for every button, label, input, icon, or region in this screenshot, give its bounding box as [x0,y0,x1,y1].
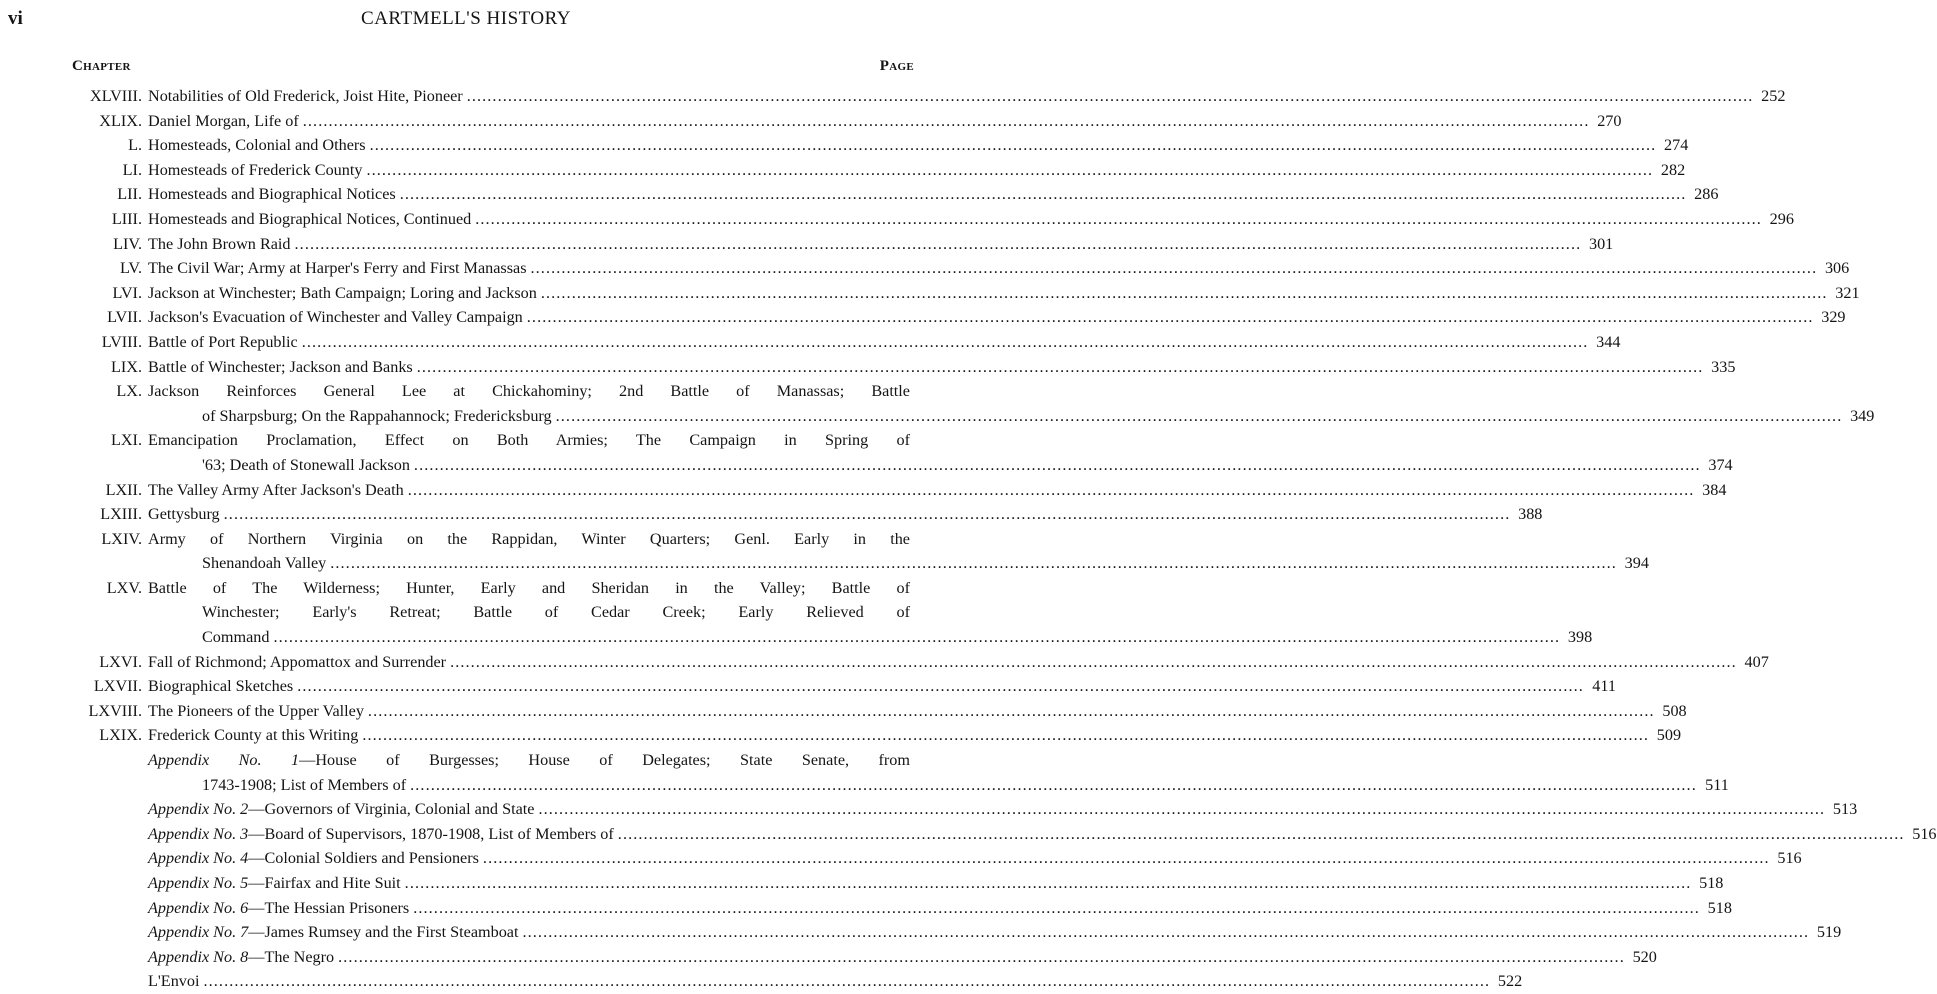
page-number: 270 [1597,111,1622,130]
entry-body [148,871,1724,896]
entry-text: Emancipation Proclamation, Effect on Both Armies; The Campaign in Spring of [148,431,910,450]
entry-title [148,896,409,921]
appendix-label: Appendix No. 2 [148,800,249,819]
toc-entry [0,920,1842,945]
entry-body [148,478,1727,503]
chapter-number: XLIX. [99,111,142,130]
entry-line [148,527,910,552]
entry-title [148,576,910,601]
toc-entry [0,576,1593,650]
entry-title [148,207,471,232]
entry-title [148,84,463,109]
entry-line [148,502,1543,527]
entry-text: —The Hessian Prisoners [248,898,410,917]
toc-entry [0,723,1682,748]
entry-text: —House of Burgesses; House of Delegates; State Senate, from [299,751,910,770]
dot-leader [366,158,1653,183]
toc-entry [0,846,1802,871]
entry-text: Jackson Reinforces General Lee at Chickahominy; 2nd Battle of Manassas; Battle [148,382,910,401]
dot-leader [297,674,1584,699]
entry-title [148,822,614,847]
entry-title [148,232,291,257]
entry-line [148,650,1769,675]
entry-line [148,625,1593,650]
toc-entry [0,428,1733,477]
entry-line [148,453,1733,478]
entry-title [148,871,401,896]
chapter-number: LXI. [110,431,142,450]
entry-body [148,109,1622,134]
entry-line [148,871,1724,896]
entry-body [148,207,1794,232]
dot-leader [362,723,1649,748]
chapter-number: LX. [116,382,142,401]
entry-text: —Colonial Soldiers and Pensioners [248,849,479,868]
dot-leader [338,945,1625,970]
entry-title [148,945,334,970]
entry-line [148,822,1937,847]
entry-line [148,232,1614,257]
chapter-number: LXVI. [99,652,142,671]
toc-entry [0,797,1858,822]
toc-entry [0,232,1614,257]
entry-title [148,133,366,158]
entry-title [148,748,910,773]
toc-entry [0,674,1616,699]
entry-body [148,699,1687,724]
page-number: 252 [1761,87,1786,105]
toc-entry [0,748,1729,797]
dot-leader [370,133,1657,158]
entry-text: —Governors of Virginia, Colonial and State [248,800,535,819]
toc-entry [0,305,1846,330]
entry-line [148,797,1858,822]
page-number: 522 [1497,972,1523,991]
dot-leader [417,355,1704,380]
entry-title [148,478,404,503]
page-number: 509 [1656,726,1682,745]
appendix-label: Appendix No. 8 [148,947,249,966]
entry-title [148,699,364,724]
page-number: 511 [1705,775,1729,794]
entry-line [148,330,1621,355]
entry-text: Homesteads and Biographical Notices [148,185,396,204]
page-number: 516 [1777,849,1802,868]
entry-body [148,355,1736,380]
entry-line [148,748,910,773]
entry-body [148,748,1729,797]
entry-title [148,355,413,380]
chapter-number: XLVIII. [90,87,142,105]
entry-title [148,379,910,404]
entry-text: The Pioneers of the Upper Valley [148,701,364,720]
appendix-label: Appendix No. 5 [148,874,249,892]
appendix-label: Appendix No. 7 [148,923,249,942]
toc-entry [0,527,1649,576]
entry-line [148,699,1687,724]
running-title: CARTMELL'S HISTORY [361,8,571,29]
entry-text: The Valley Army After Jackson's Death [148,480,404,499]
page-number: 296 [1769,209,1794,228]
entry-text: —The Negro [248,947,335,966]
entry-body [148,576,1593,650]
entry-line [148,404,1875,429]
toc-entry [0,256,1850,281]
entry-text: —James Rumsey and the First Steamboat [248,923,519,942]
entry-body [148,256,1850,281]
page-number: 516 [1912,824,1937,843]
entry-text: Battle of The Wilderness; Hunter, Early and Sheridan in the Valley; Battle of [148,578,910,597]
page-number: 329 [1821,308,1846,327]
page-number: 349 [1850,406,1875,425]
entry-text: Homesteads of Frederick County [148,160,363,179]
dot-leader [527,305,1814,330]
toc-entry [0,502,1543,527]
entry-title [148,502,220,527]
entry-title [148,846,479,871]
table-of-contents [0,84,1937,994]
dot-leader [273,625,1560,650]
entry-text: Homesteads, Colonial and Others [148,136,366,155]
toc-entry [0,379,1875,428]
entry-text: Homesteads and Biographical Notices, Continued [148,209,472,228]
entry-title [202,773,406,798]
toc-entry [0,330,1621,355]
entry-text: Battle of Port Republic [148,332,298,351]
entry-text: Battle of Winchester; Jackson and Banks [148,357,413,376]
entry-line [148,551,1649,576]
toc-entry [0,207,1794,232]
page-column-heading: Page [879,58,914,74]
page-number: 520 [1632,947,1657,966]
chapter-number: LXV. [106,578,142,597]
entry-line [148,379,910,404]
entry-body [148,84,1786,109]
entry-title [148,330,298,355]
entry-line [148,84,1786,109]
entry-text: Command [202,628,270,647]
toc-entry [0,133,1689,158]
page-number: 508 [1662,701,1687,720]
chapter-number: LXIII. [100,505,142,524]
chapter-number: LIII. [111,209,142,228]
entry-title [148,674,293,699]
entry-line [148,133,1689,158]
entry-title [148,650,446,675]
chapter-number: LI. [122,160,142,179]
dot-leader [522,920,1809,945]
toc-entry [0,478,1727,503]
entry-title [148,158,362,183]
page-number: 274 [1664,136,1689,155]
page-number: 411 [1592,677,1616,696]
toc-entry [0,822,1937,847]
toc-entry [0,699,1687,724]
page-folio: vi [8,8,23,29]
entry-line [148,896,1732,921]
entry-line [148,158,1686,183]
entry-title [202,551,326,576]
toc-entry [0,281,1860,306]
entry-body [148,330,1621,355]
dot-leader [414,453,1701,478]
entry-text: of Sharpsburg; On the Rappahannock; Fredericksburg [202,406,552,425]
entry-text: L'Envoi [148,972,200,991]
page-number: 398 [1567,628,1593,647]
toc-entry [0,969,1523,994]
entry-text: '63; Death of Stonewall Jackson [202,455,410,474]
entry-text: Winchester; Early's Retreat; Battle of Cedar Creek; Early Relieved of [202,603,910,622]
chapter-number: LIV. [113,234,142,253]
chapter-number: LXIX. [99,726,142,745]
column-headings [72,58,914,78]
dot-leader [556,404,1843,429]
entry-line [148,478,1727,503]
entry-line [148,281,1860,306]
entry-title [148,797,534,822]
toc-entry [0,896,1732,921]
entry-body [148,527,1649,576]
entry-text: Gettysburg [148,505,220,524]
entry-line [148,428,910,453]
entry-body [148,945,1657,970]
entry-text: The Civil War; Army at Harper's Ferry and First Manassas [148,259,527,278]
entry-line [148,256,1850,281]
page-header [8,8,924,36]
entry-title [148,182,396,207]
chapter-number: LXIV. [101,529,142,548]
entry-title [148,527,910,552]
page-number: 321 [1835,283,1860,302]
dot-leader [618,822,1905,847]
dot-leader [302,330,1589,355]
dot-leader [408,478,1695,503]
entry-body [148,502,1543,527]
chapter-column-heading: Chapter [72,58,131,74]
entry-body [148,846,1802,871]
chapter-number: LV. [119,259,142,278]
entry-line [148,355,1736,380]
entry-line [148,674,1616,699]
entry-line [148,305,1846,330]
page-number: 384 [1702,480,1727,499]
entry-title [148,969,199,994]
dot-leader [413,896,1700,921]
toc-entry [0,650,1769,675]
dot-leader [405,871,1692,896]
chapter-number: LXVII. [93,677,142,696]
page-number: 344 [1596,332,1621,351]
dot-leader [467,84,1754,109]
dot-leader [410,773,1697,798]
entry-line [148,773,1729,798]
dot-leader [368,699,1655,724]
toc-entry [0,355,1736,380]
toc-entry [0,871,1724,896]
entry-text: Shenandoah Valley [202,554,327,573]
chapter-number: LIX. [110,357,142,376]
entry-text: Fall of Richmond; Appomattox and Surrender [148,652,447,671]
entry-title [148,723,358,748]
page-number: 518 [1699,874,1724,892]
entry-title [148,920,518,945]
appendix-label: Appendix No. 6 [148,898,249,917]
dot-leader [538,797,1825,822]
entry-title [148,305,523,330]
chapter-number: LVII. [107,308,142,327]
page-number: 519 [1816,923,1842,942]
page-number: 394 [1624,554,1649,573]
page-number: 374 [1708,455,1733,474]
entry-body [148,723,1682,748]
dot-leader [483,846,1770,871]
entry-line [148,846,1802,871]
chapter-number: LVIII. [101,332,142,351]
entry-body [148,920,1842,945]
toc-entry [0,158,1686,183]
entry-body [148,232,1614,257]
toc-entry [0,84,1786,109]
dot-leader [475,207,1762,232]
entry-title [148,256,527,281]
entry-line [148,109,1622,134]
toc-entry [0,182,1719,207]
chapter-number: LVI. [112,283,142,302]
entry-text: Army of Northern Virginia on the Rappidan, Winter Quarters; Genl. Early in the [148,529,910,548]
toc-entry [0,109,1622,134]
chapter-number: L. [128,136,142,155]
page-number: 518 [1707,898,1732,917]
entry-body [148,133,1689,158]
chapter-number: LXVIII. [88,701,142,720]
entry-body [148,182,1719,207]
page-number: 388 [1518,505,1543,524]
page-number: 301 [1588,234,1614,253]
entry-body [148,896,1732,921]
page-number: 335 [1711,357,1736,376]
chapter-number: LII. [117,185,142,204]
dot-leader [295,232,1582,257]
page-number: 306 [1824,259,1850,278]
entry-text: Daniel Morgan, Life of [148,111,299,130]
entry-title [202,625,269,650]
entry-body [148,969,1523,994]
dot-leader [303,109,1590,134]
entry-body [148,650,1769,675]
page-number: 286 [1694,185,1719,204]
entry-body [148,281,1860,306]
entry-body [148,305,1846,330]
entry-title [148,281,537,306]
entry-body [148,822,1937,847]
entry-body [148,797,1858,822]
dot-leader [330,551,1617,576]
entry-text: The John Brown Raid [148,234,291,253]
entry-line [148,920,1842,945]
entry-text: —Board of Supervisors, 1870-1908, List of Members of [248,824,614,843]
entry-body [148,674,1616,699]
page-number: 282 [1660,160,1686,179]
entry-body [148,428,1733,477]
entry-text: Jackson's Evacuation of Winchester and Valley Campaign [148,308,523,327]
appendix-label: Appendix No. 1 [148,751,300,770]
entry-text: Notabilities of Old Frederick, Joist Hite, Pioneer [148,87,463,105]
appendix-label: Appendix No. 4 [148,849,249,868]
page-number: 513 [1832,800,1858,819]
entry-body [148,379,1875,428]
entry-title [148,428,910,453]
entry-line [148,969,1523,994]
page-number: 407 [1744,652,1769,671]
entry-text: Biographical Sketches [148,677,294,696]
entry-text: —Fairfax and Hite Suit [248,874,401,892]
entry-title [148,109,299,134]
appendix-label: Appendix No. 3 [148,824,249,843]
entry-text: Jackson at Winchester; Bath Campaign; Loring and Jackson [148,283,537,302]
entry-title [202,404,552,429]
dot-leader [541,281,1828,306]
entry-body [148,158,1686,183]
entry-line [148,207,1794,232]
dot-leader [531,256,1818,281]
dot-leader [450,650,1737,675]
entry-text: 1743-1908; List of Members of [202,775,407,794]
dot-leader [224,502,1511,527]
entry-line [148,723,1682,748]
entry-line [148,945,1657,970]
entry-title [202,453,410,478]
entry-title [202,600,910,625]
dot-leader [203,969,1490,994]
entry-text: Frederick County at this Writing [148,726,359,745]
entry-line [148,576,910,601]
chapter-number: LXII. [105,480,142,499]
dot-leader [400,182,1687,207]
entry-line [148,182,1719,207]
entry-line [148,600,910,625]
toc-entry [0,945,1657,970]
